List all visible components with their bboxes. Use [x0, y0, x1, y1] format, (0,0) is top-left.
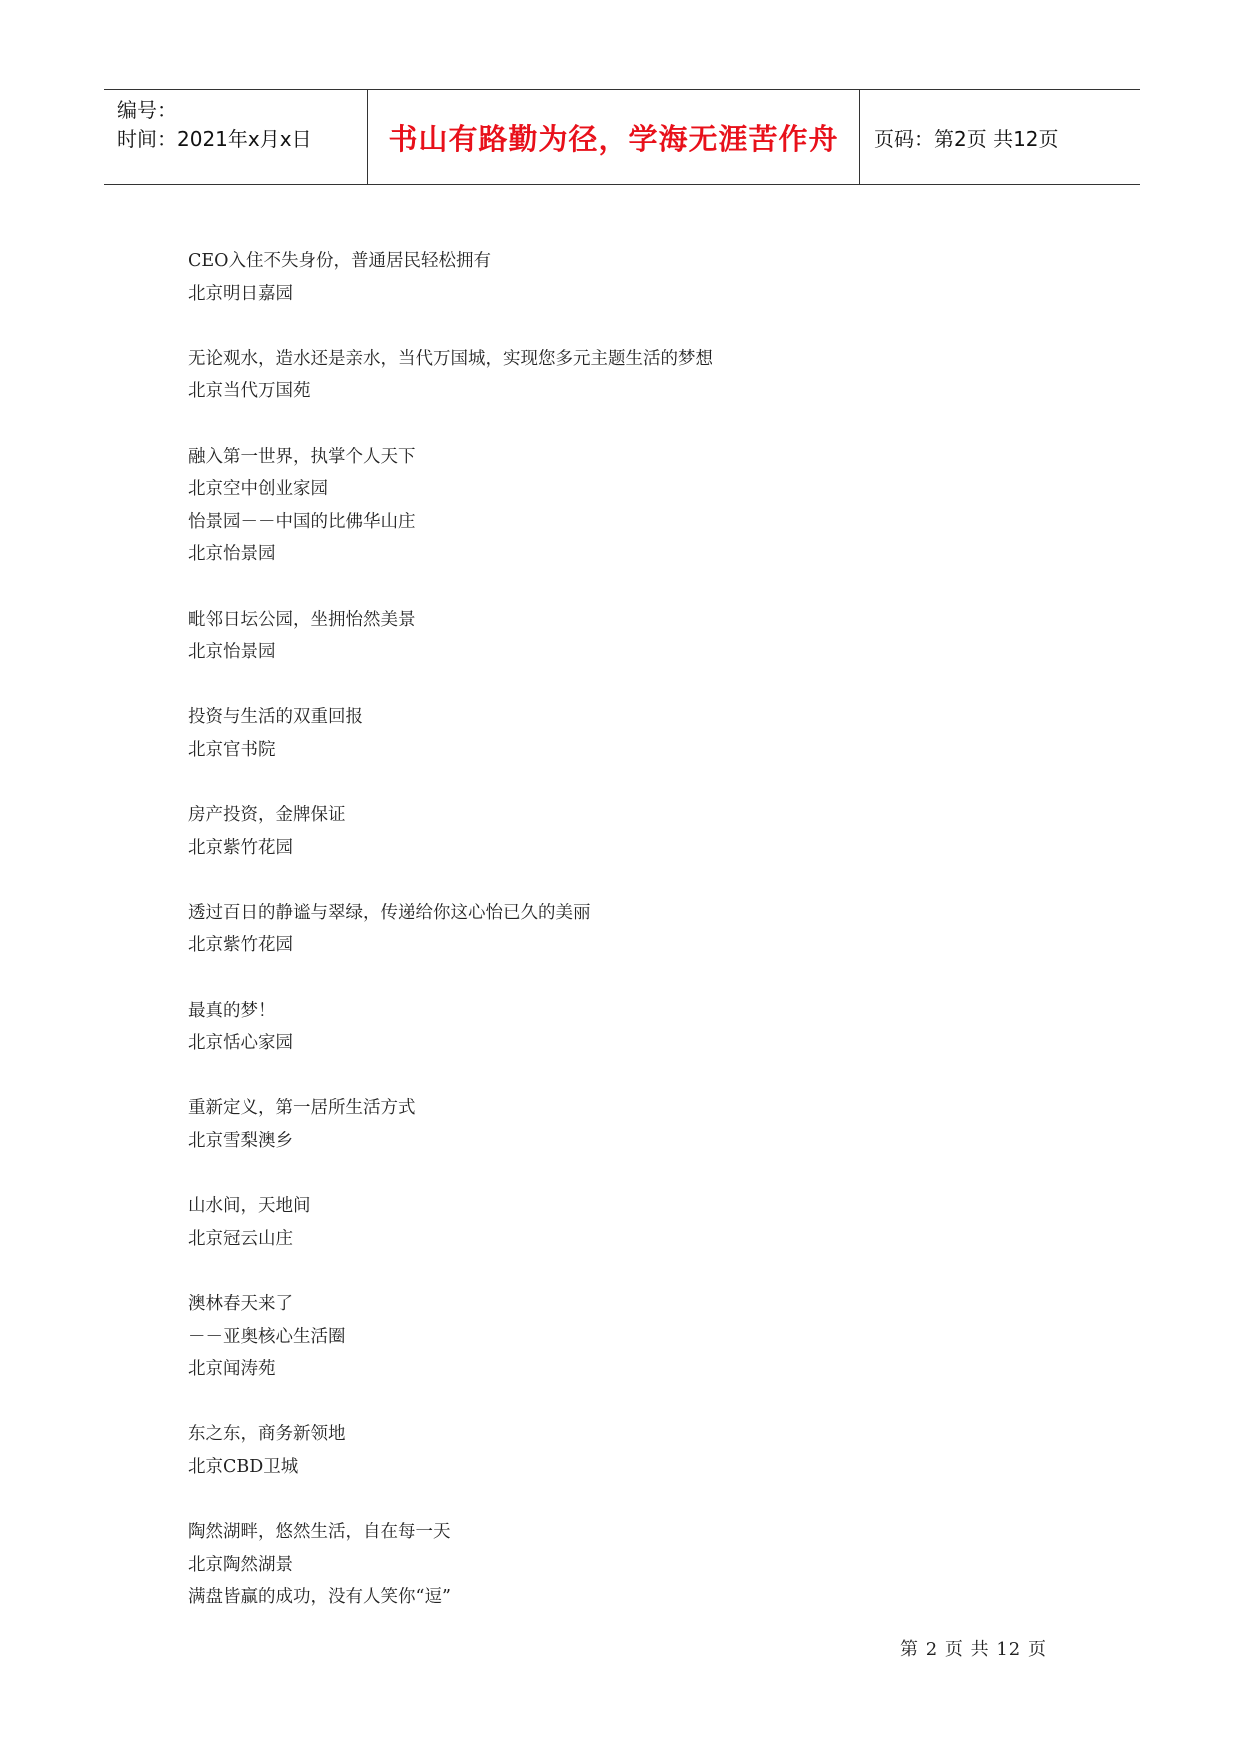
text-line: 北京恬心家园: [188, 1033, 293, 1054]
text-line: 北京雪梨澳乡: [188, 1131, 293, 1152]
text-line: 北京官书院: [188, 739, 276, 760]
header-table: [104, 89, 1140, 185]
number-label: 编号：: [117, 98, 177, 122]
text-line: 北京陶然湖景: [188, 1554, 293, 1575]
text-line: 投资与生活的双重回报: [188, 707, 363, 728]
text-line: 北京怡景园: [188, 544, 276, 565]
text-line: 北京怡景园: [188, 642, 276, 663]
text-line: 无论观水，造水还是亲水，当代万国城，实现您多元主题生活的梦想: [188, 348, 713, 369]
blank-line: [188, 669, 1068, 702]
text-line: 满盘皆赢的成功，没有人笑你“逗”: [188, 1587, 451, 1608]
blank-line: [188, 1386, 1068, 1419]
page-label: 页码：第2页 共12页: [874, 126, 1059, 151]
text-line: 透过百日的静谧与翠绿，传递给你这心怡已久的美丽: [188, 902, 591, 923]
text-line: 陶然湖畔，悠然生活，自在每一天: [188, 1522, 451, 1543]
text-line: 重新定义，第一居所生活方式: [188, 1098, 416, 1119]
text-line: 北京紫竹花园: [188, 837, 293, 858]
blank-line: [188, 962, 1068, 995]
header-page-cell: [860, 90, 1140, 184]
blank-line: [188, 408, 1068, 441]
blank-line: [188, 310, 1068, 343]
text-line: 北京紫竹花园: [188, 935, 293, 956]
blank-line: [188, 767, 1068, 800]
text-line: 最真的梦！: [188, 1000, 276, 1021]
header-meta-cell: [104, 90, 368, 184]
blank-line: [188, 1060, 1068, 1093]
text-line: 北京冠云山庄: [188, 1228, 293, 1249]
text-line: 北京明日嘉园: [188, 283, 293, 304]
motto-text: 书山有路勤为径，学海无涯苦作舟: [388, 121, 839, 156]
text-line: 毗邻日坛公园，坐拥怡然美景: [188, 609, 416, 630]
blank-line: [188, 571, 1068, 604]
text-line: 怡景园－－中国的比佛华山庄: [188, 511, 416, 532]
text-line: 融入第一世界，执掌个人天下: [188, 446, 416, 467]
text-line: 北京CBD卫城: [188, 1456, 299, 1477]
text-line: 房产投资，金牌保证: [188, 805, 346, 826]
header-motto-cell: [368, 90, 860, 184]
text-line: 北京当代万国苑: [188, 381, 311, 402]
footer-page-number: 第 2 页 共 12 页: [900, 1639, 1047, 1660]
blank-line: [188, 1158, 1068, 1191]
text-line: 北京空中创业家园: [188, 479, 328, 500]
text-line: 山水间，天地间: [188, 1196, 311, 1217]
blank-line: [188, 1255, 1068, 1288]
text-line: －－亚奥核心生活圈: [188, 1326, 346, 1347]
document-body: [188, 245, 1068, 1614]
blank-line: [188, 864, 1068, 897]
time-label: 时间：2021年x月x日: [117, 127, 312, 151]
text-line: 东之东，商务新领地: [188, 1424, 346, 1445]
text-line: 澳林春天来了: [188, 1294, 293, 1314]
page-footer: [900, 1635, 1053, 1661]
blank-line: [188, 1484, 1068, 1517]
text-line: CEO入住不失身份，普通居民轻松拥有: [188, 251, 492, 271]
text-line: 北京闻涛苑: [188, 1359, 276, 1380]
